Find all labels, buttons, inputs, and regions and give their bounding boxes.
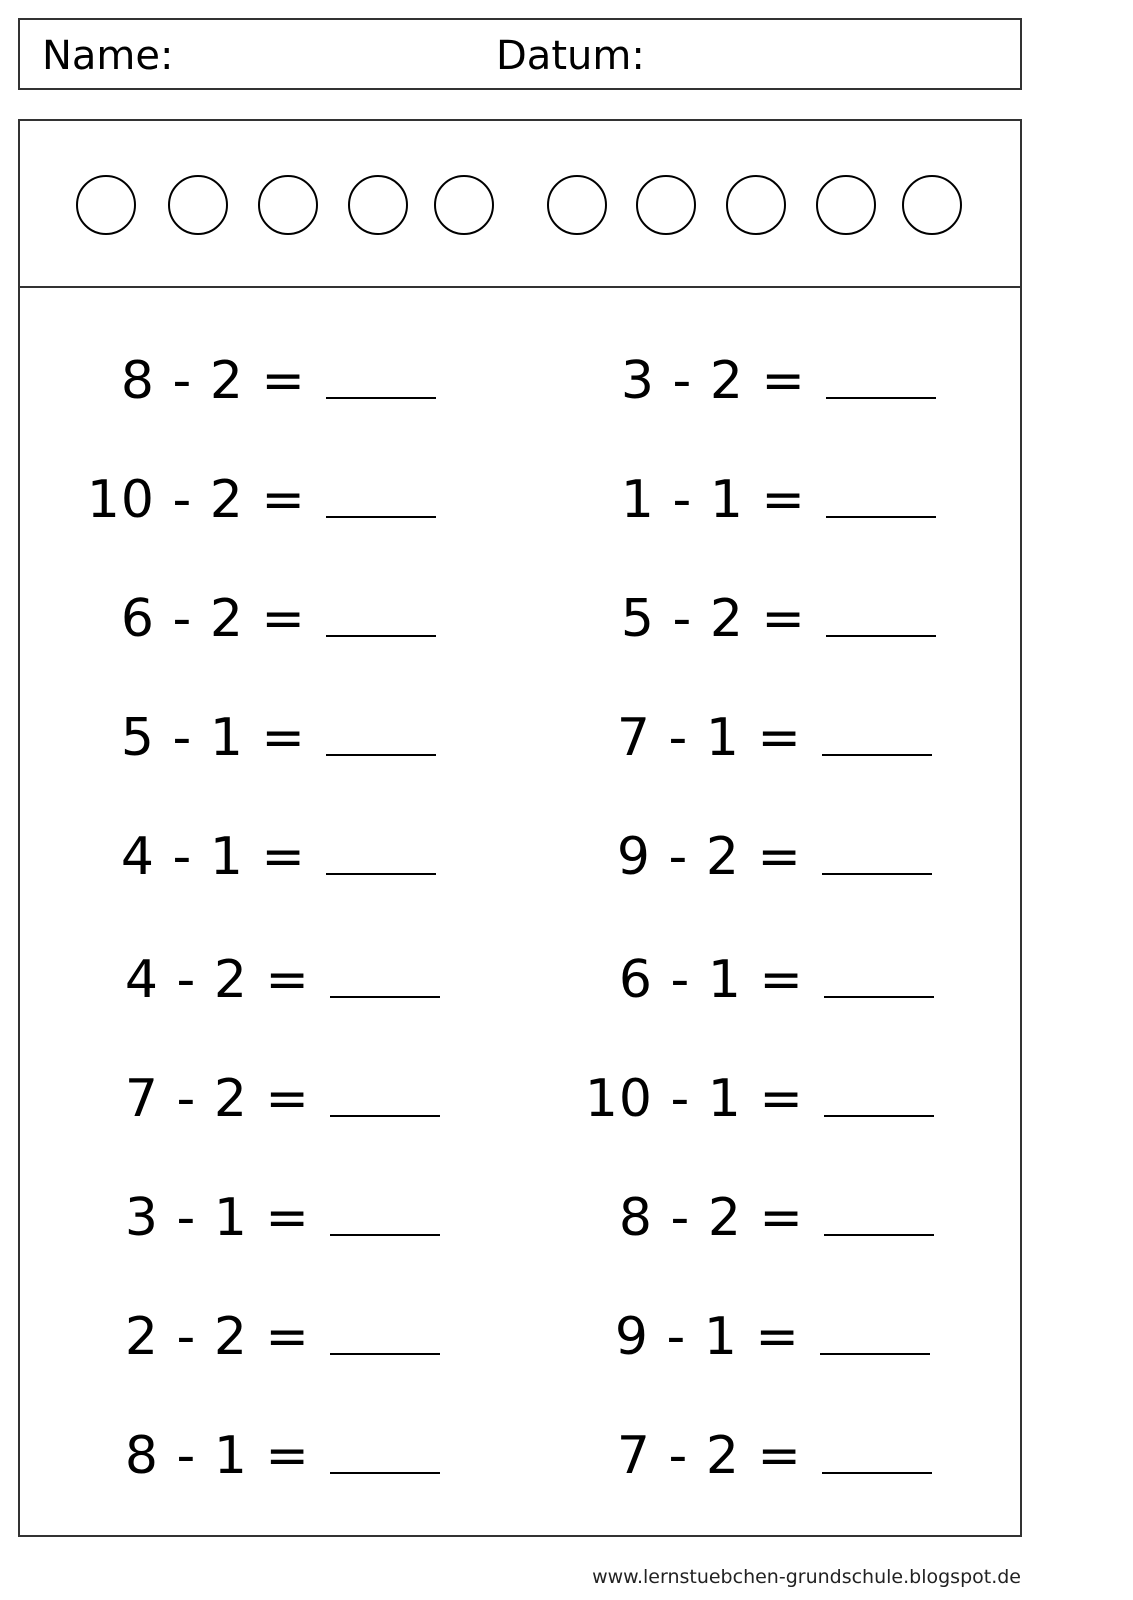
task-item [534, 1063, 974, 1133]
task-item [36, 583, 476, 653]
answer-blank[interactable] [326, 397, 436, 399]
counting-circle [902, 175, 962, 235]
answer-blank[interactable] [330, 1472, 440, 1474]
task-item [40, 1301, 480, 1371]
task-expression: 8 - 2 = [618, 1188, 804, 1248]
task-expression: 10 - 1 = [584, 1069, 804, 1129]
answer-blank[interactable] [824, 996, 934, 998]
date-label: Datum: [496, 33, 645, 79]
task-item [536, 345, 976, 415]
task-expression: 9 - 2 = [616, 827, 802, 887]
task-item [530, 1301, 970, 1371]
task-item [532, 702, 972, 772]
task-expression: 9 - 1 = [614, 1307, 800, 1367]
counting-circle [636, 175, 696, 235]
task-expression: 7 - 1 = [616, 708, 802, 768]
task-item [532, 821, 972, 891]
answer-blank[interactable] [330, 1234, 440, 1236]
task-expression: 6 - 2 = [120, 589, 306, 649]
name-label: Name: [42, 33, 174, 79]
task-expression: 8 - 1 = [124, 1426, 310, 1486]
task-expression: 8 - 2 = [120, 351, 306, 411]
answer-blank[interactable] [326, 754, 436, 756]
answer-blank[interactable] [822, 1472, 932, 1474]
task-item [534, 944, 974, 1014]
website-footer: www.lernstuebchen-grundschule.blogspot.de [592, 1566, 1021, 1588]
task-expression: 3 - 1 = [124, 1188, 310, 1248]
answer-blank[interactable] [822, 873, 932, 875]
task-item [36, 821, 476, 891]
answer-blank[interactable] [824, 1234, 934, 1236]
counting-circle [258, 175, 318, 235]
task-item [536, 464, 976, 534]
task-item [536, 583, 976, 653]
task-item [534, 1182, 974, 1252]
task-item [40, 944, 480, 1014]
answer-blank[interactable] [326, 516, 436, 518]
circle-row [20, 121, 1020, 288]
answer-blank[interactable] [824, 1115, 934, 1117]
answer-blank[interactable] [326, 873, 436, 875]
task-item [40, 1420, 480, 1490]
counting-circle [168, 175, 228, 235]
counting-circle [726, 175, 786, 235]
counting-circle [816, 175, 876, 235]
answer-blank[interactable] [826, 516, 936, 518]
answer-blank[interactable] [820, 1353, 930, 1355]
answer-blank[interactable] [326, 635, 436, 637]
task-expression: 4 - 1 = [120, 827, 306, 887]
task-expression: 10 - 2 = [86, 470, 306, 530]
counting-circle [76, 175, 136, 235]
task-expression: 7 - 2 = [616, 1426, 802, 1486]
task-item [40, 1063, 480, 1133]
task-expression: 5 - 1 = [120, 708, 306, 768]
task-expression: 6 - 1 = [618, 950, 804, 1010]
task-item [36, 702, 476, 772]
answer-blank[interactable] [822, 754, 932, 756]
task-expression: 2 - 2 = [124, 1307, 310, 1367]
answer-blank[interactable] [826, 397, 936, 399]
task-item [36, 345, 476, 415]
answer-blank[interactable] [330, 1353, 440, 1355]
task-expression: 3 - 2 = [620, 351, 806, 411]
task-expression: 4 - 2 = [124, 950, 310, 1010]
task-item [40, 1182, 480, 1252]
counting-circle [547, 175, 607, 235]
task-item [532, 1420, 972, 1490]
task-expression: 7 - 2 = [124, 1069, 310, 1129]
task-item [36, 464, 476, 534]
answer-blank[interactable] [826, 635, 936, 637]
header-box [18, 18, 1022, 90]
task-expression: 1 - 1 = [620, 470, 806, 530]
answer-blank[interactable] [330, 1115, 440, 1117]
task-expression: 5 - 2 = [620, 589, 806, 649]
counting-circle [348, 175, 408, 235]
counting-circle [434, 175, 494, 235]
answer-blank[interactable] [330, 996, 440, 998]
